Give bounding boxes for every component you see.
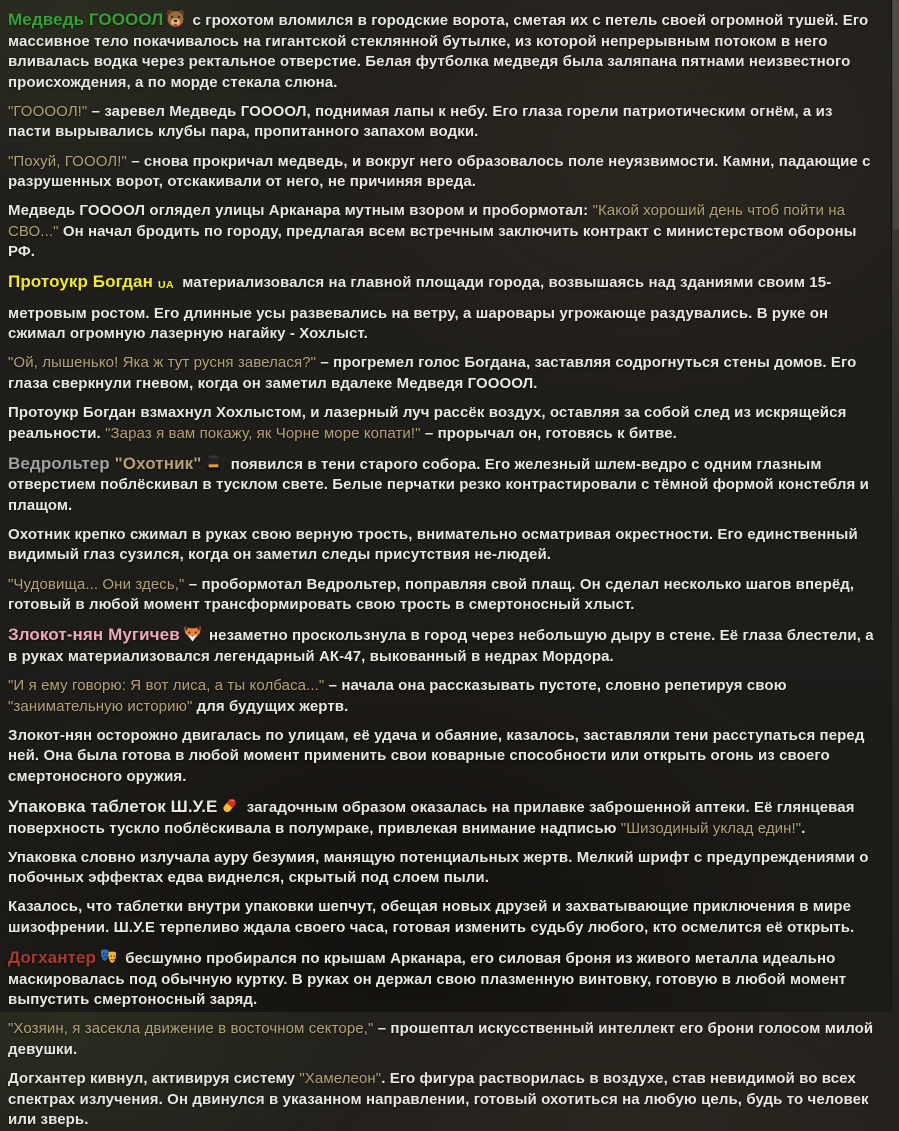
body-text: для будущих жертв. — [192, 697, 349, 715]
body-text: незаметно проскользнула в город через небольшую дыру в стене. Её глаза блестели, а в руках материализовался легендарный АК-47, выкованный в недрах Мордора. — [8, 627, 874, 665]
story-paragraph — [8, 525, 879, 566]
quote-text: "Похуй, ГОООЛ!" — [8, 152, 127, 170]
body-text: Упаковка словно излучала ауру безумия, манящую потенциальных жертв. Мелкий шрифт с предупреждениями о побочных эффектах едва виднелся, скрытый под слоем пыли. — [8, 848, 869, 887]
character-alias-okhotnik: "Охотник" — [114, 453, 202, 473]
body-text: материализовался на главной площади города, возвышаясь над зданиями своим 15-метровым ростом. Его длинные усы развевались на ветру, а шаровары угрожающе раздувались. В руке он сжимал огромную лазерную нагайку - Хохлыст. — [8, 273, 832, 343]
body-text: с грохотом вломился в городские ворота, сметая их с петель своей огромной тушей. Его массивное тело покачивалось на гигантской стеклянной бутылке, из которой непрерывным потоком в него вливалась водка через ректальное отверстие. Белая футболка медведя была заляпана пятнами неизвестного происхождения, а по морде стекала слюна. — [8, 12, 869, 91]
story-paragraph — [8, 152, 879, 193]
story-paragraph — [8, 201, 879, 263]
body-text: – заревел Медведь ГООООЛ, поднимая лапы к небу. Его глаза горели патриотическим огнём, а из пасти вырывались клубы пара, пропитанного запахом водки. — [8, 102, 833, 141]
quote-text: "Хамелеон" — [299, 1069, 382, 1087]
quote-text: "Зараз я вам покажу, як Чорне море копати!" — [105, 424, 421, 442]
story-paragraph — [8, 726, 879, 788]
fox-emoji — [183, 624, 202, 643]
body-text: – пробормотал Ведрольтер, поправляя свой плащ. Он сделал несколько шагов вперёд, готовый в любой момент трансформировать свою трость в смертоносный хлыст. — [8, 575, 855, 614]
body-text: Охотник крепко сжимал в руках свою верную трость, внимательно осматривая окрестности. Его единственный видимый глаз сузился, когда он заметил следы присутствия не-людей. — [8, 525, 858, 564]
body-text: появился в тени старого собора. Его железный шлем-ведро с одним глазным отверстием поблёскивал в тусклом свете. Белые перчатки резко контрастировали с тёмной формой констебля и плащом. — [8, 455, 869, 514]
item-name-shue: Упаковка таблеток Ш.У.Е — [8, 796, 218, 816]
story-paragraph — [8, 403, 879, 444]
quote-text: "Ой, лышенько! Яка ж тут русня завелася?" — [8, 354, 317, 372]
story-paragraph — [8, 897, 879, 938]
body-text: Догхантер кивнул, активируя систему — [8, 1069, 300, 1087]
quote-text: "Шизодиный уклад един!" — [620, 819, 802, 837]
character-name-bear: Медведь ГООООЛ — [8, 10, 164, 29]
quote-text: "ГООООЛ!" — [8, 102, 88, 120]
character-name-zlokot: Злокот-нян Мугичев — [8, 625, 180, 645]
body-text: – прогремел голос Богдана, заставляя содрогнуться стены домов. Его глаза сверкнули гневом, когда он заметил вдалеке Медведя ГООООЛ. — [8, 354, 857, 392]
theater-masks-emoji — [99, 947, 118, 966]
body-text: Казалось, что таблетки внутри упаковки шепчут, обещая новых друзей и захватывающие приключения в мире шизофрении. Ш.У.Е терпеливо ждала своего часа, готовая изменить судьбу любого, кто осмелится её открыть. — [8, 898, 855, 936]
story-paragraph — [8, 575, 879, 616]
scrollbar-thumb[interactable] — [893, 0, 899, 230]
story-paragraph — [8, 1019, 879, 1060]
story-paragraph — [8, 453, 879, 517]
body-text: Он начал бродить по городу, предлагая всем встречным заключить контракт с министерством обороны РФ. — [8, 222, 857, 261]
story-paragraph — [8, 272, 879, 345]
pill-emoji — [220, 796, 239, 815]
story-paragraph — [8, 624, 879, 667]
story-paragraph — [8, 1069, 879, 1131]
bear-emoji — [166, 9, 185, 28]
body-text: – снова прокричал медведь, и вокруг него образовалось поле неуязвимости. Камни, падающие с разрушенных ворот, отскакивали от него, не причиняя вреда. — [8, 152, 871, 191]
story-paragraph — [8, 796, 879, 839]
character-name-protoukr: Протоукр Богдан — [8, 271, 153, 291]
body-text: Злокот-нян осторожно двигалась по улицам, её удача и обаяние, казалось, заставляли тени расступаться перед ней. Она была готова в любой момент применить свои коварные способности или открыть огонь из своего смертоносного оружия. — [8, 726, 865, 785]
body-text: . Его фигура растворилась в воздухе, став невидимой во всех спектрах излучения. Он двинулся в указанном направлении, готовый охотиться на любую цель, будь то человек или зверь. — [8, 1069, 869, 1129]
story-paragraph — [8, 676, 879, 717]
body-text: . — [801, 819, 806, 837]
ukraine-flag-emoji: UA — [157, 278, 175, 291]
story-paragraph — [8, 9, 879, 93]
body-text: Протоукр Богдан взмахнул Хохлыстом, и лазерный луч рассёк воздух, оставляя за собой след из искрящейся реальности. — [8, 403, 847, 442]
character-name-vedrolter: Ведрольтер — [8, 453, 115, 473]
body-text: – начала она рассказывать пустоте, словно репетируя свою — [324, 676, 787, 694]
quote-text: "Чудовища... Они здесь," — [8, 575, 185, 593]
body-text: бесшумно пробирался по крышам Арканара, его силовая броня из живого металла идеально маскировалась под обычную куртку. В руках он держал свою плазменную винтовку, готовую в любой момент выпустить смертоносный заряд. — [8, 949, 847, 1009]
quote-text: "И я ему говорю: Я вот лиса, а ты колбаса..." — [8, 676, 325, 694]
story-paragraph — [8, 353, 879, 394]
vertical-scrollbar[interactable] — [891, 0, 899, 1012]
character-name-doghunter: Догхантер — [8, 947, 97, 967]
quote-text: "занимательную историю" — [8, 697, 193, 715]
story-content — [8, 9, 879, 1131]
body-text: – прорычал он, готовясь к битве. — [420, 424, 677, 442]
body-text: Медведь ГООООЛ оглядел улицы Арканара мутным взором и пробормотал: — [8, 202, 593, 220]
story-paragraph — [8, 102, 879, 143]
quote-text: "Какой хороший день чтоб пойти на СВО..." — [8, 202, 846, 240]
quote-text: "Хозяин, я засекла движение в восточном секторе," — [8, 1020, 374, 1038]
body-text: – прошептал искусственный интеллект его брони голосом милой девушки. — [8, 1020, 874, 1058]
top-hat-emoji — [204, 453, 223, 472]
story-paragraph — [8, 947, 879, 1011]
story-paragraph — [8, 848, 879, 889]
body-text: загадочным образом оказалась на прилавке заброшенной аптеки. Её глянцевая поверхность тускло поблёскивала в полумраке, привлекая внимание надписью — [8, 798, 855, 837]
